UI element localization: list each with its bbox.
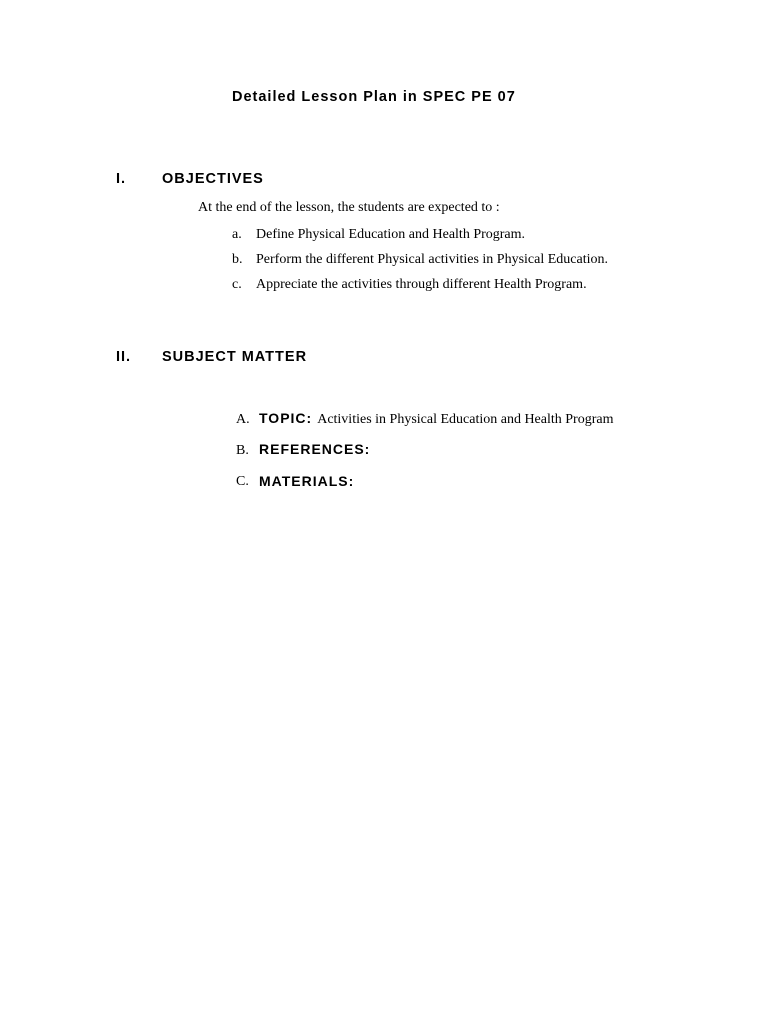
list-item-letter: c. — [232, 277, 242, 292]
section-number: II. — [116, 349, 132, 365]
topic-label: TOPIC: — [259, 410, 313, 426]
section-number: I. — [116, 171, 127, 187]
list-item — [259, 410, 613, 428]
references-label: REFERENCES: — [259, 441, 371, 457]
list-item: Define Physical Education and Health Program. — [256, 227, 526, 242]
list-item-letter: C. — [236, 474, 249, 489]
materials-label: MATERIALS: — [259, 473, 355, 489]
section-title: SUBJECT MATTER — [162, 349, 308, 365]
list-item-letter: b. — [232, 252, 243, 267]
list-item-letter: B. — [236, 443, 249, 458]
list-item: Perform the different Physical activities in Physical Education. — [256, 252, 608, 267]
objectives-intro: At the end of the lesson, the students are expected to : — [198, 200, 500, 215]
list-item-letter: A. — [236, 412, 250, 427]
list-item-letter: a. — [232, 227, 242, 242]
section-title: OBJECTIVES — [162, 171, 264, 187]
document-title: Detailed Lesson Plan in SPEC PE 07 — [232, 89, 516, 105]
list-item: Appreciate the activities through different Health Program. — [256, 277, 587, 292]
topic-value: Activities in Physical Education and Health Program — [317, 412, 614, 427]
